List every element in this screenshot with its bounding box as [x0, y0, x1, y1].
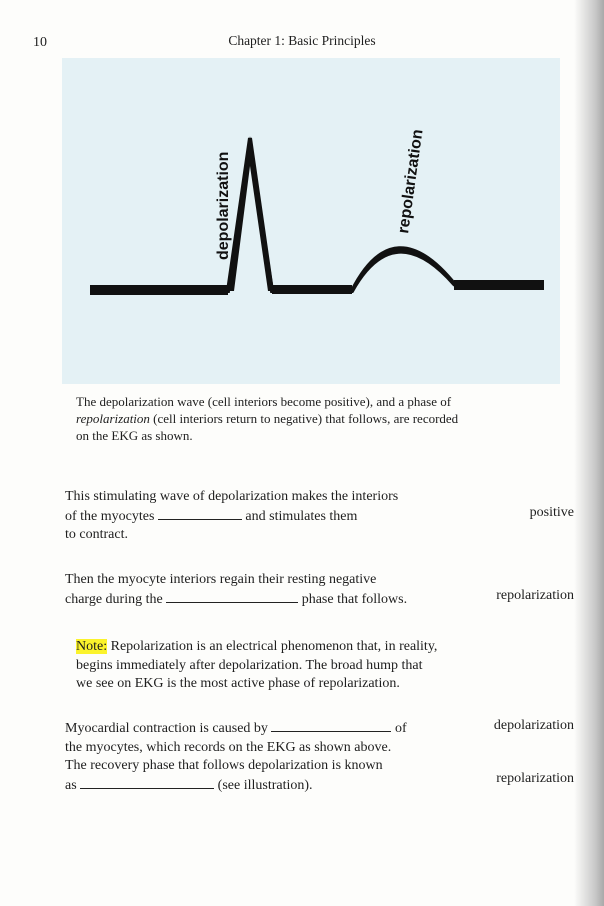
- page-edge-shadow: [574, 0, 604, 906]
- question-1-line-1: This stimulating wave of depolarization makes the interiors: [65, 489, 399, 504]
- ekg-baseline-right: [454, 280, 544, 290]
- question-2-line-1: Then the myocyte interiors regain their resting negative: [65, 572, 377, 587]
- question-3-line-3: The recovery phase that follows depolarization is known: [65, 758, 383, 773]
- caption-line-3: on the EKG as shown.: [76, 428, 193, 443]
- question-1-line-3: to contract.: [65, 527, 128, 542]
- answer-blank-1[interactable]: [158, 507, 242, 520]
- answer-blank-4[interactable]: [80, 776, 214, 789]
- question-3: [65, 719, 485, 795]
- note-label-highlight: Note:: [76, 639, 108, 654]
- question-2-text-after: phase that follows.: [298, 591, 408, 607]
- answer-positive: positive: [529, 505, 574, 520]
- note-line-1-text: Repolarization is an electrical phenomenon that, in reality,: [107, 639, 438, 654]
- question-1-line-2: [65, 507, 485, 527]
- note-line-1: [76, 638, 506, 657]
- note-box: [76, 638, 506, 694]
- ekg-diagram: [62, 58, 560, 384]
- question-3-line-1: [65, 719, 485, 739]
- caption-line-1: The depolarization wave (cell interiors become positive), and a phase of: [76, 394, 452, 409]
- note-line-2: begins immediately after depolarization. The broad hump that: [76, 657, 423, 673]
- caption-italic-term: repolarization: [76, 411, 150, 426]
- question-2: [65, 571, 485, 609]
- question-3-text-before: Myocardial contraction is caused by: [65, 721, 272, 736]
- figure-caption: [76, 393, 546, 444]
- answer-depolarization: depolarization: [493, 718, 574, 733]
- note-line-3: we see on EKG is the most active phase of repolarization.: [76, 676, 400, 691]
- answer-blank-3[interactable]: [271, 719, 391, 732]
- answer-repolarization-2: repolarization: [496, 771, 574, 786]
- depolarization-spike: [228, 136, 274, 291]
- question-3-line-4-after: (see illustration).: [214, 777, 313, 793]
- depolarization-label: depolarization: [215, 151, 232, 260]
- question-2-line-2: [65, 590, 485, 610]
- question-1: [65, 488, 485, 545]
- ekg-baseline-middle: [272, 285, 352, 294]
- repolarization-label: repolarization: [395, 128, 427, 235]
- answer-repolarization-1: repolarization: [496, 588, 574, 603]
- question-2-text-before: charge during the: [65, 591, 167, 607]
- question-3-line-4-before: as: [65, 777, 81, 793]
- question-1-text-after: and stimulates them: [241, 508, 358, 524]
- page-number: 10: [33, 35, 47, 50]
- caption-line-2: [76, 410, 546, 427]
- caption-line-2-rest: (cell interiors return to negative) that follows, are recorded: [149, 411, 459, 426]
- question-3-text-after: of: [391, 721, 407, 736]
- ekg-figure: [62, 58, 560, 384]
- question-1-text-before: of the myocytes: [65, 508, 158, 524]
- chapter-title: Chapter 1: Basic Principles: [228, 33, 376, 48]
- ekg-baseline-left: [90, 285, 228, 295]
- answer-blank-2[interactable]: [166, 590, 298, 603]
- repolarization-hump: [352, 248, 456, 291]
- ekg-trace: [90, 138, 544, 291]
- question-3-line-2: the myocytes, which records on the EKG as shown above.: [65, 739, 392, 755]
- question-3-line-4: [65, 776, 485, 796]
